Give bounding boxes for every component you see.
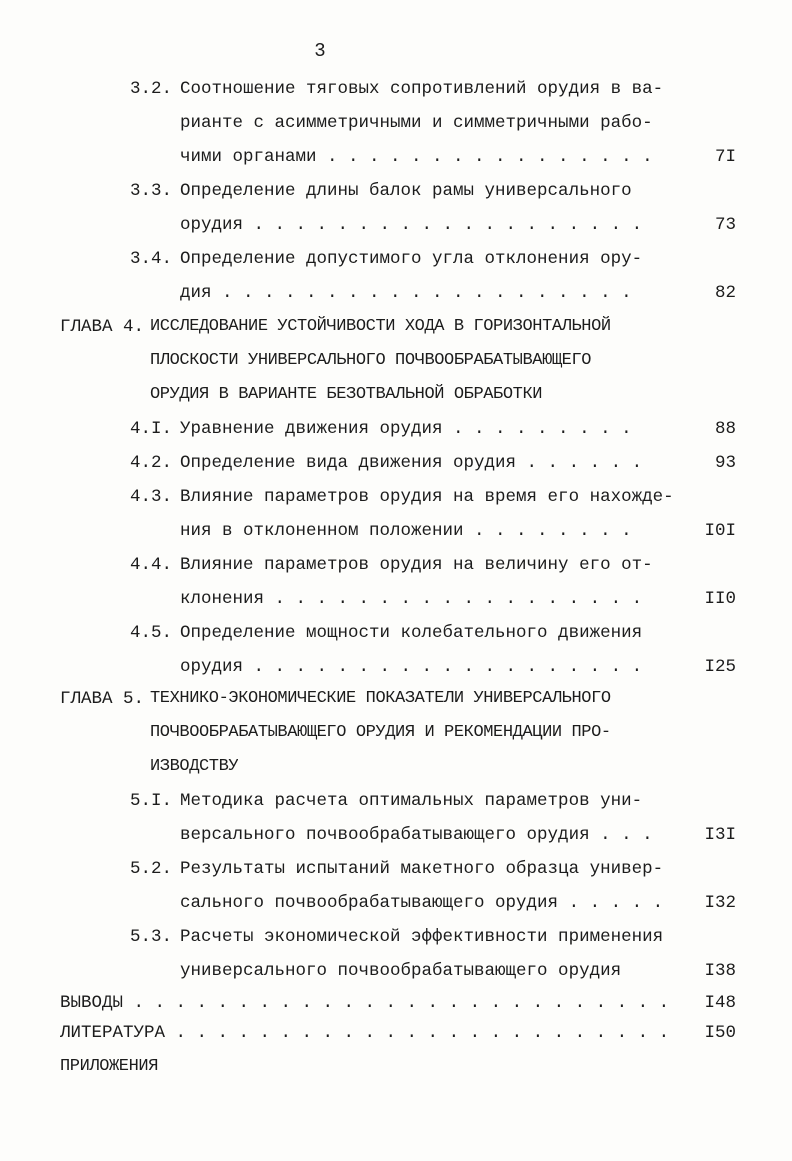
toc-number: 5.I. [130,791,173,811]
chapter-title: ПЛОСКОСТИ УНИВЕРСАЛЬНОГО ПОЧВООБРАБАТЫВАЮЩЕГО [150,351,592,370]
toc-line: клонения . . . . . . . . . . . . . . . . . . [180,589,643,609]
toc-number: 4.4. [130,555,173,575]
toc-line: Результаты испытаний макетного образца универ- [180,859,664,879]
chapter-title: ПОЧВООБРАБАТЫВАЮЩЕГО ОРУДИЯ И РЕКОМЕНДАЦИИ ПРО- [150,723,611,742]
toc-page-number: II0 [704,589,736,609]
toc-line: Расчеты экономической эффективности применения [180,927,664,947]
toc-page-number: I50 [704,1023,736,1043]
toc-line: универсального почвообрабатывающего орудия [180,961,622,981]
toc-page-number: I3I [704,825,736,845]
toc-section-literature: ЛИТЕРАТУРА . . . . . . . . . . . . . . . . . . . . . . . . [60,1023,670,1043]
chapter-title: ИЗВОДСТВУ [150,757,239,776]
chapter-title: ТЕХНИКО-ЭКОНОМИЧЕСКИЕ ПОКАЗАТЕЛИ УНИВЕРСАЛЬНОГО [150,689,611,708]
toc-number: 4.5. [130,623,173,643]
toc-page-number: 88 [714,419,736,439]
toc-section-conclusions: ВЫВОДЫ . . . . . . . . . . . . . . . . . . . . . . . . . . [60,993,670,1013]
toc-line: орудия . . . . . . . . . . . . . . . . . . . [180,215,643,235]
toc-line: орудия . . . . . . . . . . . . . . . . . . . [180,657,643,677]
toc-page-number: I48 [704,993,736,1013]
toc-number: 4.I. [130,419,173,439]
toc-line: дия . . . . . . . . . . . . . . . . . . . . [180,283,632,303]
toc-page-number: 73 [714,215,736,235]
toc-page-number: 82 [714,283,736,303]
toc-line: сального почвообрабатывающего орудия . . . . . [180,893,664,913]
chapter-label: ГЛАВА 4. [60,317,145,337]
toc-number: 4.3. [130,487,173,507]
toc-line: Определение длины балок рамы универсального [180,181,632,201]
toc-number: 5.2. [130,859,173,879]
toc-line: Определение мощности колебательного движения [180,623,643,643]
toc-line: Определение вида движения орудия . . . . . . [180,453,643,473]
chapter-title: ИССЛЕДОВАНИЕ УСТОЙЧИВОСТИ ХОДА В ГОРИЗОНТАЛЬНОЙ [150,317,611,336]
toc-number: 3.4. [130,249,173,269]
toc-line: рианте с асимметричными и симметричными рабо- [180,113,653,133]
toc-line: Соотношение тяговых сопротивлений орудия в ва- [180,79,664,99]
toc-page-number: 7I [714,147,736,167]
toc-number: 5.3. [130,927,173,947]
toc-page-number: I32 [704,893,736,913]
toc-line: чими органами . . . . . . . . . . . . . . . . [180,147,653,167]
chapter-label: ГЛАВА 5. [60,689,145,709]
toc-line: ния в отклоненном положении . . . . . . . . [180,521,632,541]
toc-number: 4.2. [130,453,173,473]
toc-page-number: I38 [704,961,736,981]
chapter-title: ОРУДИЯ В ВАРИАНТЕ БЕЗОТВАЛЬНОЙ ОБРАБОТКИ [150,385,543,404]
toc-number: 3.2. [130,79,173,99]
toc-section-appendices: ПРИЛОЖЕНИЯ [60,1057,159,1076]
toc-line: Определение допустимого угла отклонения ору- [180,249,643,269]
toc-page-number: I0I [704,521,736,541]
page-number: 3 [314,40,326,62]
toc-line: Методика расчета оптимальных параметров уни- [180,791,643,811]
toc-page-number: 93 [714,453,736,473]
toc-page-number: I25 [704,657,736,677]
toc-number: 3.3. [130,181,173,201]
toc-line: Влияние параметров орудия на величину его от- [180,555,653,575]
toc-line: Влияние параметров орудия на время его нахожде- [180,487,674,507]
toc-line: Уравнение движения орудия . . . . . . . . . [180,419,632,439]
toc-line: версального почвообрабатывающего орудия . . . [180,825,653,845]
